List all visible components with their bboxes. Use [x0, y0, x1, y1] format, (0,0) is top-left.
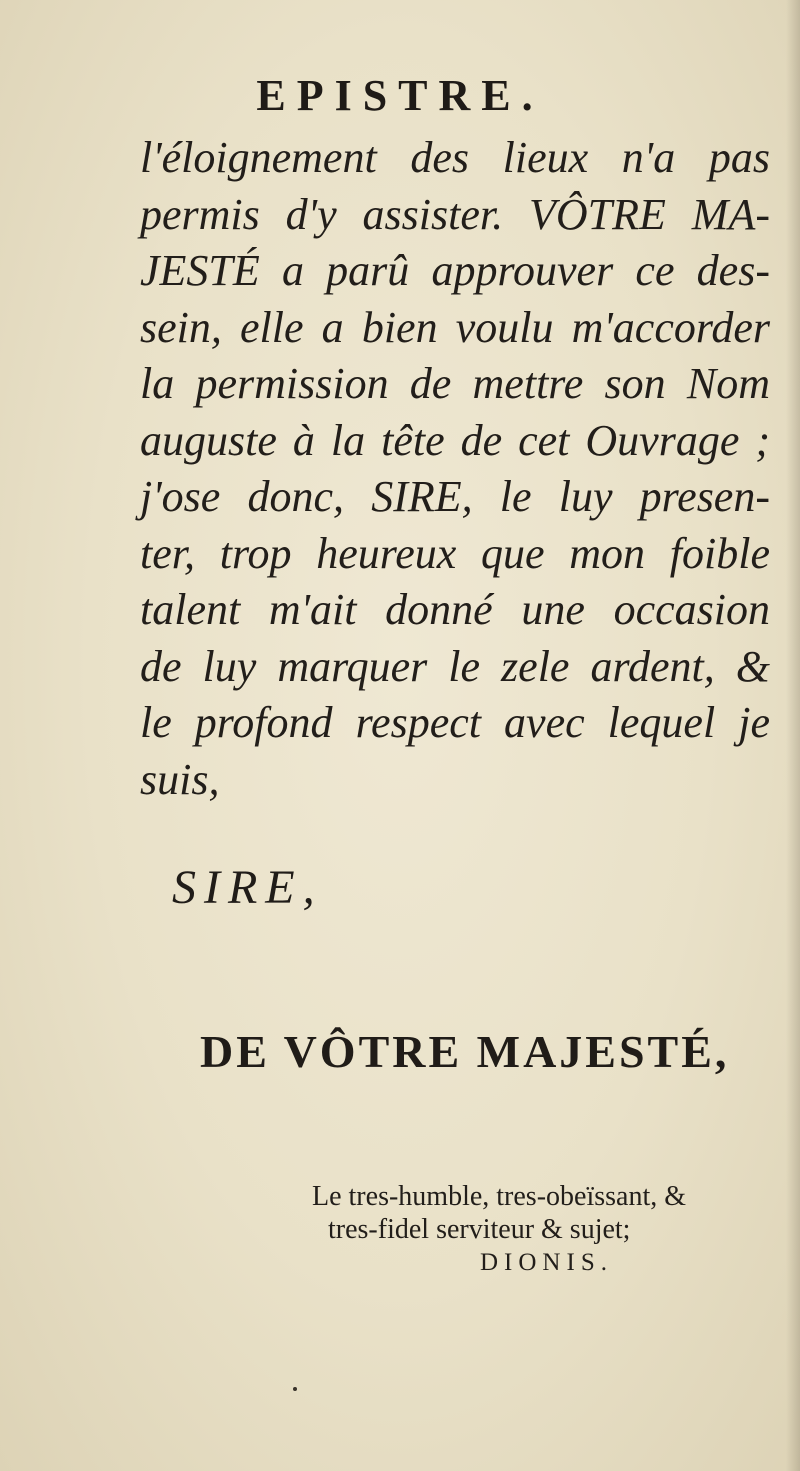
- running-head: EPISTRE.: [256, 71, 544, 120]
- salutation: SIRE,: [172, 861, 323, 914]
- body-line: talent m'ait donné une occasion: [140, 585, 770, 634]
- ink-speck: [293, 1387, 297, 1391]
- signature-block: [312, 1180, 752, 1279]
- body-line: permis d'y assister. VÔTRE MA-: [140, 189, 770, 239]
- body-line: j'ose donc, SIRE, le luy presen-: [140, 472, 770, 521]
- signature-name: DIONIS.: [480, 1249, 613, 1276]
- closing-formula: DE VÔTRE MAJESTÉ,: [200, 1026, 730, 1077]
- body-line: auguste à la tête de cet Ouvrage ;: [140, 415, 770, 465]
- body-line: le profond respect avec lequel je: [140, 698, 770, 747]
- page-gutter-shadow: [786, 0, 800, 1471]
- body-line: la permission de mettre son Nom: [140, 359, 770, 408]
- body-line: JESTÉ a parû approuver ce des-: [140, 246, 770, 295]
- body-line: l'éloignement des lieux n'a pas: [140, 133, 770, 182]
- epistle-body: [140, 130, 770, 808]
- signature-line-1: Le tres-humble, tres-obeïssant, &: [312, 1181, 687, 1212]
- signature-line-2: tres-fidel serviteur & sujet;: [328, 1214, 631, 1245]
- body-line: sein, elle a bien voulu m'accorder: [140, 302, 770, 352]
- body-line: de luy marquer le zele ardent, &: [140, 641, 770, 691]
- body-line: ter, trop heureux que mon foible: [140, 528, 770, 578]
- body-line: suis,: [140, 754, 220, 804]
